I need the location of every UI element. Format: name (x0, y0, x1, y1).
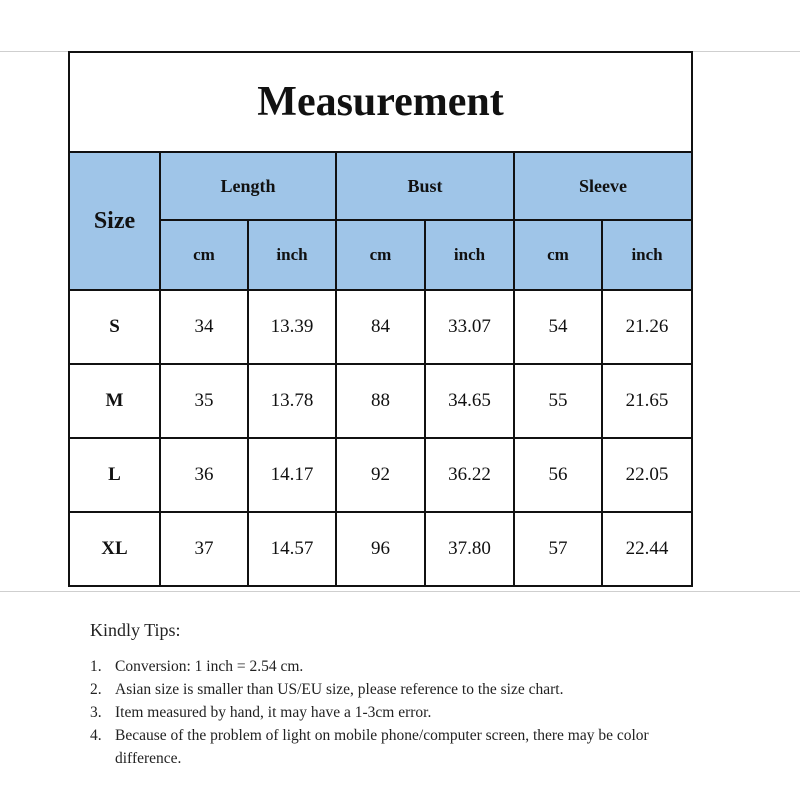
table-cell: 13.78 (248, 364, 336, 438)
unit-header: inch (425, 220, 514, 290)
table-cell: 36 (160, 438, 248, 512)
table-row (69, 512, 692, 586)
tip-text: Because of the problem of light on mobile phone/computer screen, there may be color difference. (115, 727, 649, 767)
table-cell: 13.39 (248, 290, 336, 364)
unit-header: cm (336, 220, 425, 290)
kindly-tips (90, 620, 710, 770)
table-cell: 34 (160, 290, 248, 364)
table-cell: 33.07 (425, 290, 514, 364)
table-cell: 22.44 (602, 512, 692, 586)
table-cell: 36.22 (425, 438, 514, 512)
tip-text: Asian size is smaller than US/EU size, please reference to the size chart. (115, 681, 564, 698)
table-cell: 37.80 (425, 512, 514, 586)
table-cell: 22.05 (602, 438, 692, 512)
group-header-sleeve: Sleeve (514, 152, 692, 220)
unit-header: cm (514, 220, 602, 290)
tip-number: 1. (90, 658, 102, 675)
size-column-header: Size (69, 152, 160, 290)
table-cell: 55 (514, 364, 602, 438)
size-label: M (69, 364, 160, 438)
group-header-length: Length (160, 152, 336, 220)
bottom-divider (0, 591, 800, 592)
table-cell: 35 (160, 364, 248, 438)
table-row (69, 364, 692, 438)
size-label: L (69, 438, 160, 512)
tip-text: Conversion: 1 inch = 2.54 cm. (115, 658, 304, 675)
list-item (90, 701, 710, 724)
unit-header: inch (602, 220, 692, 290)
table-cell: 14.57 (248, 512, 336, 586)
table-cell: 56 (514, 438, 602, 512)
table-row (69, 438, 692, 512)
unit-header: cm (160, 220, 248, 290)
table-cell: 96 (336, 512, 425, 586)
list-item (90, 678, 710, 701)
list-item (90, 655, 710, 678)
measurement-table (68, 51, 693, 587)
table-cell: 14.17 (248, 438, 336, 512)
tips-heading: Kindly Tips: (90, 620, 181, 640)
table-cell: 54 (514, 290, 602, 364)
table-cell: 84 (336, 290, 425, 364)
table-cell: 88 (336, 364, 425, 438)
table-cell: 57 (514, 512, 602, 586)
tips-list (90, 655, 710, 770)
table-row (69, 290, 692, 364)
group-header-bust: Bust (336, 152, 514, 220)
tip-number: 2. (90, 681, 102, 698)
list-item (90, 724, 710, 770)
size-label: XL (69, 512, 160, 586)
tip-number: 3. (90, 704, 102, 721)
tip-text: Item measured by hand, it may have a 1-3cm error. (115, 704, 432, 721)
table-cell: 21.65 (602, 364, 692, 438)
unit-header: inch (248, 220, 336, 290)
table-cell: 37 (160, 512, 248, 586)
size-label: S (69, 290, 160, 364)
tip-number: 4. (90, 727, 102, 744)
table-cell: 34.65 (425, 364, 514, 438)
table-title: Measurement (69, 52, 692, 152)
table-cell: 21.26 (602, 290, 692, 364)
table-cell: 92 (336, 438, 425, 512)
